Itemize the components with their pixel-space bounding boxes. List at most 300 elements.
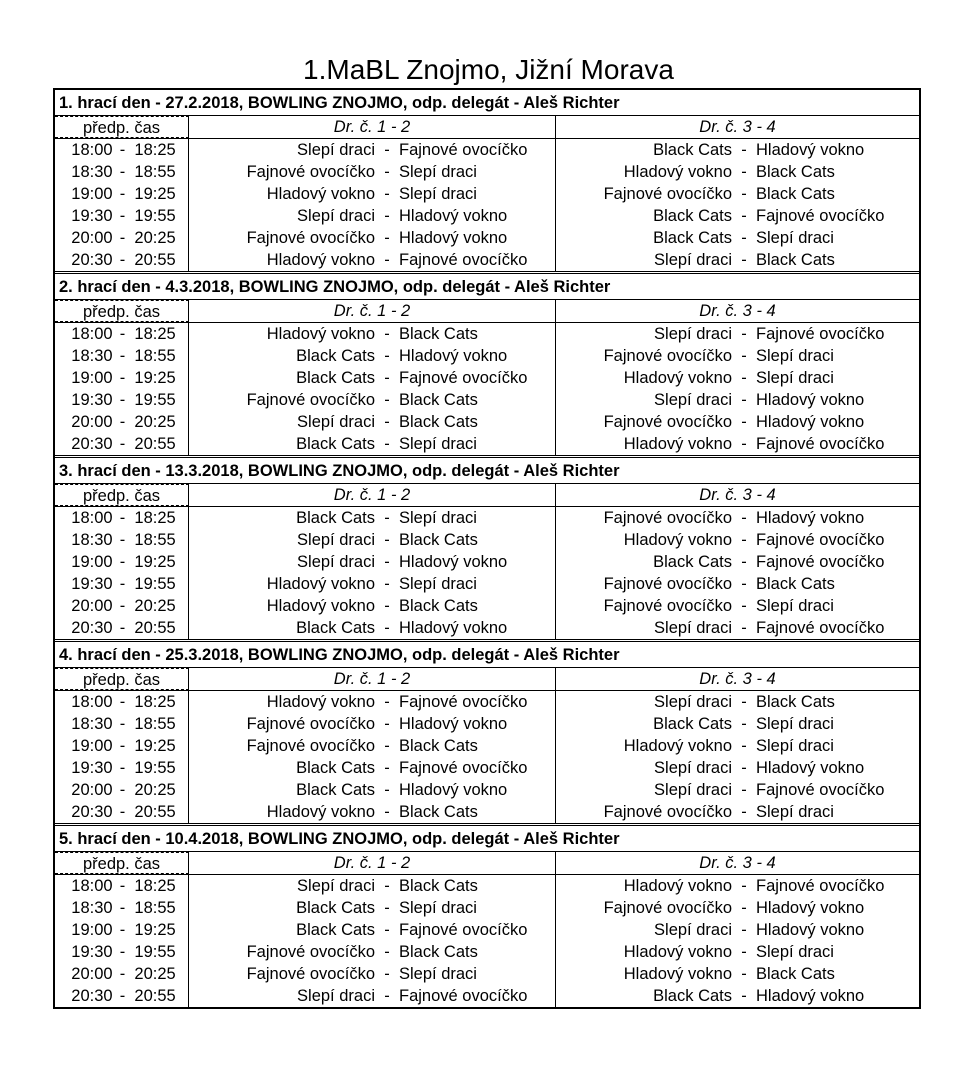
home-team: Fajnové ovocíčko xyxy=(603,413,732,431)
away-team: Hladový vokno xyxy=(756,921,865,939)
match-cell-g2 xyxy=(556,963,919,985)
time-cell xyxy=(55,529,189,551)
match-separator: - xyxy=(741,141,747,159)
match-separator: - xyxy=(741,597,747,615)
time-cell xyxy=(55,875,189,897)
home-team: Black Cats xyxy=(296,619,375,637)
home-team: Black Cats xyxy=(653,715,732,733)
match-separator: - xyxy=(741,185,747,203)
home-team: Hladový vokno xyxy=(266,575,375,593)
start-time: 18:00 xyxy=(71,141,113,159)
match-separator: - xyxy=(741,207,747,225)
away-team: Black Cats xyxy=(756,575,835,593)
start-time: 19:00 xyxy=(71,369,113,387)
home-team: Black Cats xyxy=(653,229,732,247)
match-cell-g1 xyxy=(189,249,556,271)
match-cell-g2 xyxy=(556,227,919,249)
match-cell-g2 xyxy=(556,367,919,389)
start-time: 19:30 xyxy=(71,759,113,777)
time-separator: - xyxy=(119,435,126,453)
match-separator: - xyxy=(741,325,747,343)
match-separator: - xyxy=(741,163,747,181)
away-team: Black Cats xyxy=(399,943,478,961)
match-separator: - xyxy=(741,715,747,733)
home-team: Black Cats xyxy=(296,347,375,365)
schedule-table xyxy=(53,88,921,1009)
match-separator: - xyxy=(741,943,747,961)
start-time: 19:00 xyxy=(71,921,113,939)
time-separator: - xyxy=(119,229,126,247)
away-team: Hladový vokno xyxy=(399,207,508,225)
away-team: Black Cats xyxy=(399,597,478,615)
group2-column-header: Dr. č. 3 - 4 xyxy=(699,118,776,136)
group2-column-header: Dr. č. 3 - 4 xyxy=(699,670,776,688)
table-row xyxy=(55,389,919,411)
away-team: Black Cats xyxy=(399,877,478,895)
end-time: 19:25 xyxy=(134,369,176,387)
away-team: Hladový vokno xyxy=(399,781,508,799)
away-team: Fajnové ovocíčko xyxy=(756,619,885,637)
match-separator: - xyxy=(741,509,747,527)
match-cell-g1 xyxy=(189,389,556,411)
table-row xyxy=(55,757,919,779)
home-team: Slepí draci xyxy=(297,877,375,895)
end-time: 19:55 xyxy=(134,943,176,961)
away-team: Fajnové ovocíčko xyxy=(399,921,528,939)
start-time: 19:30 xyxy=(71,207,113,225)
day-header: 2. hrací den - 4.3.2018, BOWLING ZNOJMO, odp. delegát - Aleš Richter xyxy=(55,274,919,300)
home-team: Hladový vokno xyxy=(266,325,375,343)
end-time: 18:55 xyxy=(134,347,176,365)
match-cell-g2 xyxy=(556,345,919,367)
match-cell-g1 xyxy=(189,897,556,919)
end-time: 20:55 xyxy=(134,619,176,637)
match-cell-g1 xyxy=(189,985,556,1007)
match-separator: - xyxy=(384,781,390,799)
match-cell-g2 xyxy=(556,735,919,757)
end-time: 18:25 xyxy=(134,141,176,159)
table-row xyxy=(55,551,919,573)
time-cell xyxy=(55,345,189,367)
match-separator: - xyxy=(741,693,747,711)
time-separator: - xyxy=(119,347,126,365)
home-team: Fajnové ovocíčko xyxy=(246,737,375,755)
day-block xyxy=(55,90,919,271)
time-column-header: předp. čas xyxy=(55,852,189,874)
time-separator: - xyxy=(119,185,126,203)
end-time: 18:25 xyxy=(134,693,176,711)
away-team: Slepí draci xyxy=(756,715,834,733)
match-separator: - xyxy=(384,163,390,181)
start-time: 20:00 xyxy=(71,413,113,431)
match-cell-g2 xyxy=(556,507,919,529)
start-time: 18:00 xyxy=(71,693,113,711)
table-row xyxy=(55,779,919,801)
away-team: Slepí draci xyxy=(399,509,477,527)
match-separator: - xyxy=(384,899,390,917)
home-team: Fajnové ovocíčko xyxy=(603,185,732,203)
match-cell-g1 xyxy=(189,411,556,433)
table-row xyxy=(55,227,919,249)
home-team: Black Cats xyxy=(296,435,375,453)
group2-column-header: Dr. č. 3 - 4 xyxy=(699,302,776,320)
time-separator: - xyxy=(119,325,126,343)
home-team: Hladový vokno xyxy=(623,965,732,983)
table-row xyxy=(55,323,919,345)
away-team: Slepí draci xyxy=(756,597,834,615)
time-separator: - xyxy=(119,391,126,409)
time-separator: - xyxy=(119,163,126,181)
match-cell-g2 xyxy=(556,595,919,617)
end-time: 18:55 xyxy=(134,899,176,917)
time-cell xyxy=(55,757,189,779)
time-cell xyxy=(55,205,189,227)
end-time: 19:25 xyxy=(134,185,176,203)
home-team: Fajnové ovocíčko xyxy=(246,965,375,983)
end-time: 19:55 xyxy=(134,391,176,409)
away-team: Black Cats xyxy=(756,163,835,181)
match-separator: - xyxy=(741,229,747,247)
away-team: Slepí draci xyxy=(399,575,477,593)
match-cell-g2 xyxy=(556,919,919,941)
match-separator: - xyxy=(384,759,390,777)
time-separator: - xyxy=(119,877,126,895)
home-team: Black Cats xyxy=(296,759,375,777)
away-team: Slepí draci xyxy=(756,229,834,247)
column-header-row xyxy=(55,484,919,507)
home-team: Slepí draci xyxy=(654,619,732,637)
time-separator: - xyxy=(119,737,126,755)
match-separator: - xyxy=(384,877,390,895)
home-team: Slepí draci xyxy=(654,251,732,269)
match-cell-g1 xyxy=(189,227,556,249)
match-cell-g2 xyxy=(556,389,919,411)
away-team: Slepí draci xyxy=(756,737,834,755)
time-cell xyxy=(55,919,189,941)
home-team: Fajnové ovocíčko xyxy=(246,163,375,181)
match-cell-g1 xyxy=(189,345,556,367)
home-team: Black Cats xyxy=(653,207,732,225)
end-time: 18:25 xyxy=(134,509,176,527)
time-separator: - xyxy=(119,921,126,939)
match-separator: - xyxy=(384,251,390,269)
away-team: Slepí draci xyxy=(399,163,477,181)
away-team: Black Cats xyxy=(756,965,835,983)
end-time: 18:55 xyxy=(134,531,176,549)
end-time: 18:25 xyxy=(134,877,176,895)
match-separator: - xyxy=(384,185,390,203)
time-separator: - xyxy=(119,141,126,159)
match-separator: - xyxy=(384,619,390,637)
start-time: 18:30 xyxy=(71,347,113,365)
away-team: Fajnové ovocíčko xyxy=(756,553,885,571)
match-separator: - xyxy=(741,575,747,593)
match-separator: - xyxy=(384,531,390,549)
match-separator: - xyxy=(384,141,390,159)
away-team: Black Cats xyxy=(399,737,478,755)
match-cell-g1 xyxy=(189,183,556,205)
match-separator: - xyxy=(741,965,747,983)
match-cell-g1 xyxy=(189,801,556,823)
match-separator: - xyxy=(384,229,390,247)
match-cell-g2 xyxy=(556,941,919,963)
match-separator: - xyxy=(741,619,747,637)
page-title: 1.MaBL Znojmo, Jižní Morava xyxy=(303,54,674,85)
match-separator: - xyxy=(384,965,390,983)
away-team: Slepí draci xyxy=(399,899,477,917)
table-row xyxy=(55,963,919,985)
match-cell-g1 xyxy=(189,139,556,161)
home-team: Hladový vokno xyxy=(266,251,375,269)
table-row xyxy=(55,919,919,941)
day-header: 3. hrací den - 13.3.2018, BOWLING ZNOJMO, odp. delegát - Aleš Richter xyxy=(55,458,919,484)
table-row xyxy=(55,161,919,183)
match-cell-g2 xyxy=(556,139,919,161)
match-cell-g2 xyxy=(556,985,919,1007)
match-separator: - xyxy=(384,553,390,571)
time-separator: - xyxy=(119,715,126,733)
away-team: Fajnové ovocíčko xyxy=(399,369,528,387)
match-cell-g2 xyxy=(556,617,919,639)
table-row xyxy=(55,139,919,161)
home-team: Fajnové ovocíčko xyxy=(603,597,732,615)
time-separator: - xyxy=(119,207,126,225)
match-cell-g2 xyxy=(556,713,919,735)
time-separator: - xyxy=(119,575,126,593)
group1-column-header: Dr. č. 1 - 2 xyxy=(189,668,556,690)
home-team: Hladový vokno xyxy=(623,369,732,387)
match-cell-g1 xyxy=(189,433,556,455)
table-row xyxy=(55,573,919,595)
home-team: Hladový vokno xyxy=(266,597,375,615)
time-column-header: předp. čas xyxy=(55,300,189,322)
home-team: Slepí draci xyxy=(654,693,732,711)
away-team: Hladový vokno xyxy=(756,509,865,527)
home-team: Hladový vokno xyxy=(266,185,375,203)
match-cell-g1 xyxy=(189,367,556,389)
match-separator: - xyxy=(384,737,390,755)
group1-column-header: Dr. č. 1 - 2 xyxy=(189,484,556,506)
match-cell-g2 xyxy=(556,205,919,227)
away-team: Fajnové ovocíčko xyxy=(756,207,885,225)
match-separator: - xyxy=(741,987,747,1005)
column-header-row xyxy=(55,116,919,139)
table-row xyxy=(55,617,919,639)
column-header-row xyxy=(55,852,919,875)
match-separator: - xyxy=(384,921,390,939)
match-cell-g1 xyxy=(189,875,556,897)
match-separator: - xyxy=(384,413,390,431)
home-team: Fajnové ovocíčko xyxy=(246,943,375,961)
table-row xyxy=(55,897,919,919)
end-time: 19:25 xyxy=(134,553,176,571)
time-separator: - xyxy=(119,781,126,799)
start-time: 20:00 xyxy=(71,229,113,247)
end-time: 18:25 xyxy=(134,325,176,343)
day-block xyxy=(55,823,919,1007)
home-team: Hladový vokno xyxy=(623,435,732,453)
match-cell-g2 xyxy=(556,875,919,897)
home-team: Slepí draci xyxy=(654,391,732,409)
away-team: Black Cats xyxy=(399,325,478,343)
table-row xyxy=(55,713,919,735)
away-team: Hladový vokno xyxy=(399,347,508,365)
end-time: 18:55 xyxy=(134,715,176,733)
match-separator: - xyxy=(384,597,390,615)
match-cell-g1 xyxy=(189,757,556,779)
match-cell-g2 xyxy=(556,161,919,183)
home-team: Hladový vokno xyxy=(266,693,375,711)
away-team: Slepí draci xyxy=(756,943,834,961)
match-cell-g1 xyxy=(189,161,556,183)
match-cell-g2 xyxy=(556,897,919,919)
away-team: Black Cats xyxy=(399,413,478,431)
time-separator: - xyxy=(119,943,126,961)
table-row xyxy=(55,801,919,823)
home-team: Hladový vokno xyxy=(623,737,732,755)
end-time: 19:55 xyxy=(134,759,176,777)
home-team: Hladový vokno xyxy=(623,531,732,549)
away-team: Fajnové ovocíčko xyxy=(756,325,885,343)
match-separator: - xyxy=(741,921,747,939)
time-cell xyxy=(55,183,189,205)
start-time: 19:00 xyxy=(71,185,113,203)
home-team: Slepí draci xyxy=(297,413,375,431)
home-team: Black Cats xyxy=(296,781,375,799)
start-time: 20:30 xyxy=(71,987,113,1005)
home-team: Slepí draci xyxy=(297,553,375,571)
match-separator: - xyxy=(741,781,747,799)
start-time: 19:30 xyxy=(71,391,113,409)
home-team: Slepí draci xyxy=(654,921,732,939)
end-time: 20:25 xyxy=(134,597,176,615)
match-cell-g2 xyxy=(556,433,919,455)
end-time: 20:25 xyxy=(134,413,176,431)
away-team: Slepí draci xyxy=(399,965,477,983)
time-separator: - xyxy=(119,619,126,637)
time-separator: - xyxy=(119,693,126,711)
table-row xyxy=(55,411,919,433)
away-team: Black Cats xyxy=(756,251,835,269)
home-team: Black Cats xyxy=(296,899,375,917)
away-team: Slepí draci xyxy=(399,185,477,203)
away-team: Fajnové ovocíčko xyxy=(756,531,885,549)
start-time: 18:30 xyxy=(71,163,113,181)
match-cell-g2 xyxy=(556,183,919,205)
end-time: 18:55 xyxy=(134,163,176,181)
time-column-header: předp. čas xyxy=(55,484,189,506)
match-cell-g1 xyxy=(189,529,556,551)
home-team: Slepí draci xyxy=(297,141,375,159)
match-separator: - xyxy=(741,413,747,431)
away-team: Fajnové ovocíčko xyxy=(756,781,885,799)
match-separator: - xyxy=(384,803,390,821)
home-team: Fajnové ovocíčko xyxy=(246,391,375,409)
away-team: Slepí draci xyxy=(399,435,477,453)
match-cell-g1 xyxy=(189,573,556,595)
start-time: 20:00 xyxy=(71,965,113,983)
time-cell xyxy=(55,227,189,249)
time-cell xyxy=(55,617,189,639)
match-cell-g2 xyxy=(556,691,919,713)
time-separator: - xyxy=(119,803,126,821)
away-team: Fajnové ovocíčko xyxy=(399,693,528,711)
away-team: Hladový vokno xyxy=(756,413,865,431)
day-block xyxy=(55,455,919,639)
time-cell xyxy=(55,433,189,455)
time-cell xyxy=(55,801,189,823)
home-team: Slepí draci xyxy=(654,781,732,799)
match-cell-g2 xyxy=(556,801,919,823)
table-row xyxy=(55,985,919,1007)
end-time: 20:25 xyxy=(134,229,176,247)
away-team: Black Cats xyxy=(756,185,835,203)
home-team: Hladový vokno xyxy=(266,803,375,821)
home-team: Hladový vokno xyxy=(623,163,732,181)
home-team: Fajnové ovocíčko xyxy=(246,229,375,247)
away-team: Fajnové ovocíčko xyxy=(399,987,528,1005)
home-team: Black Cats xyxy=(296,921,375,939)
match-cell-g2 xyxy=(556,411,919,433)
time-separator: - xyxy=(119,987,126,1005)
table-row xyxy=(55,691,919,713)
end-time: 20:25 xyxy=(134,965,176,983)
match-cell-g1 xyxy=(189,713,556,735)
time-column-header: předp. čas xyxy=(55,668,189,690)
match-cell-g1 xyxy=(189,735,556,757)
match-separator: - xyxy=(384,369,390,387)
start-time: 19:30 xyxy=(71,943,113,961)
time-cell xyxy=(55,323,189,345)
away-team: Hladový vokno xyxy=(756,987,865,1005)
home-team: Black Cats xyxy=(653,553,732,571)
start-time: 20:30 xyxy=(71,619,113,637)
time-separator: - xyxy=(119,553,126,571)
home-team: Fajnové ovocíčko xyxy=(246,715,375,733)
match-separator: - xyxy=(741,531,747,549)
time-cell xyxy=(55,389,189,411)
match-separator: - xyxy=(384,575,390,593)
time-cell xyxy=(55,551,189,573)
end-time: 19:25 xyxy=(134,921,176,939)
away-team: Black Cats xyxy=(756,693,835,711)
end-time: 20:55 xyxy=(134,987,176,1005)
group2-column-header: Dr. č. 3 - 4 xyxy=(699,486,776,504)
away-team: Hladový vokno xyxy=(399,715,508,733)
time-cell xyxy=(55,713,189,735)
match-cell-g1 xyxy=(189,551,556,573)
start-time: 18:00 xyxy=(71,325,113,343)
match-cell-g1 xyxy=(189,779,556,801)
table-row xyxy=(55,507,919,529)
table-row xyxy=(55,433,919,455)
time-separator: - xyxy=(119,531,126,549)
table-row xyxy=(55,345,919,367)
home-team: Slepí draci xyxy=(654,759,732,777)
home-team: Hladový vokno xyxy=(623,877,732,895)
away-team: Hladový vokno xyxy=(399,229,508,247)
time-cell xyxy=(55,573,189,595)
table-row xyxy=(55,941,919,963)
time-cell xyxy=(55,963,189,985)
start-time: 19:30 xyxy=(71,575,113,593)
match-separator: - xyxy=(741,737,747,755)
match-separator: - xyxy=(741,347,747,365)
table-row xyxy=(55,595,919,617)
match-separator: - xyxy=(384,207,390,225)
away-team: Hladový vokno xyxy=(756,141,865,159)
table-row xyxy=(55,875,919,897)
